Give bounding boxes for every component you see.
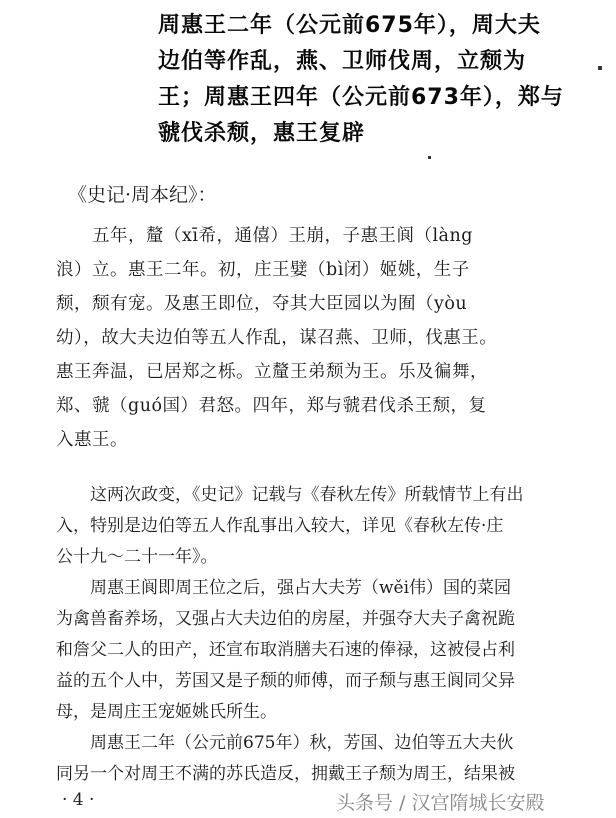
body-line: 这两次政变，《史记》记载与《春秋左传》所载情节上有出 [90, 485, 524, 505]
watermark: 头条号 / 汉宫隋城长安殿 [336, 792, 545, 814]
scan-speck [428, 156, 431, 159]
body-line: 母，是周庄王宠姬姚氏所生。 [56, 702, 277, 722]
quote-line: 五年，釐（xī希，通僖）王崩，子惠王阆（làng [92, 226, 473, 246]
body-line: 为禽兽畜养场，又强占大夫边伯的房屋，并强夺大夫子禽祝跪 [56, 609, 515, 629]
quote-line: 幼），故大夫边伯等五人作乱，谋召燕、卫师，伐惠王。 [56, 328, 498, 348]
body-line: 周惠王二年（公元前675年）秋，芳国、边伯等五大夫伙 [90, 733, 514, 753]
body-line: 和詹父二人的田产，还宣布取消膳夫石速的俸禄，这被侵占利 [56, 640, 515, 660]
scan-speck [598, 66, 602, 70]
quote-line: 浪）立。惠王二年。初，庄王嬖（bì闭）姬姚，生子 [56, 260, 470, 280]
page-number: · 4 · [62, 790, 95, 810]
body-line: 周惠王阆即周王位之后，强占大夫芳（wěi伟）国的菜园 [90, 578, 512, 598]
heading-line: 周惠王二年（公元前675年），周大夫 [158, 13, 541, 38]
source-title: 《史记·周本纪》： [68, 184, 217, 206]
quote-line: 入惠王。 [56, 430, 128, 450]
quote-line: 惠王奔温，已居郑之栎。立釐王弟颓为王。乐及徧舞， [56, 362, 488, 382]
quote-line: 郑、虢（guó国）君怒。四年，郑与虢君伐杀王颓，复 [56, 396, 487, 416]
heading-line: 边伯等作乱，燕、卫师伐周，立颓为 [158, 49, 527, 74]
body-line: 益的五个人中，芳国又是子颓的师傅，而子颓与惠王阆同父异 [56, 671, 515, 691]
body-line: 入，特别是边伯等五人作乱事出入较大，详见《春秋左传·庄 [56, 516, 504, 536]
heading-line: 王；周惠王四年（公元前673年），郑与 [158, 85, 564, 110]
body-line: 同另一个对周王不满的苏氏造反，拥戴王子颓为周王，结果被 [56, 764, 515, 784]
heading-line: 虢伐杀颓，惠王复辟 [158, 121, 366, 146]
body-line: 公十九～二十一年》。 [56, 547, 218, 567]
quote-line: 颓，颓有宠。及惠王即位，夺其大臣园以为囿（yòu [56, 294, 468, 314]
